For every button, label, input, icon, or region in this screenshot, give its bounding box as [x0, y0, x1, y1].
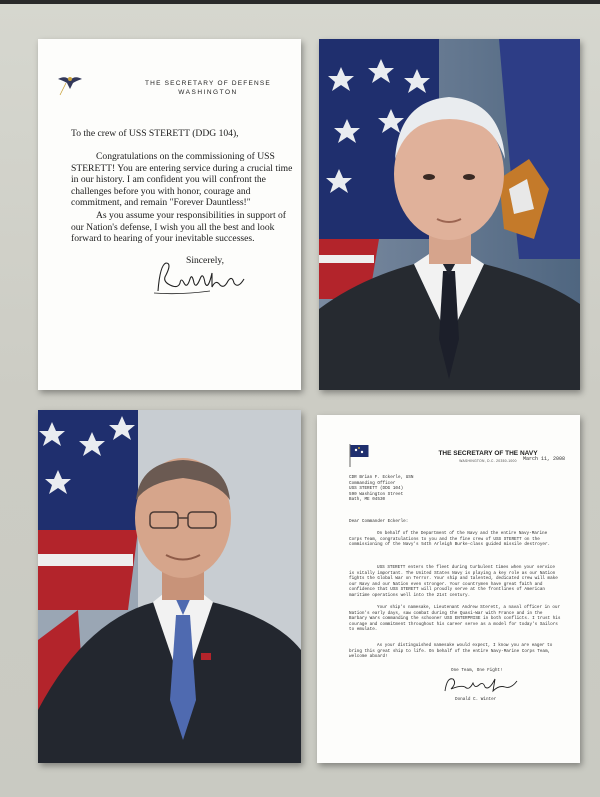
secdef-letter [38, 39, 301, 390]
secnav-signer-name: Donald C. Winter [455, 697, 497, 702]
secnav-salutation: Dear Commander Eckerle: [349, 519, 409, 524]
secnav-letter [317, 415, 580, 763]
secnav-letterhead-address: WASHINGTON, D.C. 20350-1000 [459, 459, 517, 463]
secdef-portrait-photo [319, 39, 580, 390]
secnav-paragraph-1: On behalf of the Department of the Navy and the entire Navy-Marine Corps Team, congratulations to you and the fine crew of USS STERETT on the commissioning of the Navy's 54th Arleigh Burke-class guided missile destroyer. [349, 531, 551, 548]
navy-flag-icon [347, 442, 373, 468]
secdef-paragraph-2: As you assume your responsibilities in support of our Nation's defense, I wish you all the best and look forward to hearing of your inevitable successes. [71, 210, 286, 245]
secnav-motto: One Team, One Fight! [451, 668, 503, 673]
secnav-recipient-address: CDR Brian F. Eckerle, USN Commanding Officer USS STERETT (DDG 104) 590 Washington Street Bath, ME 04530 [349, 475, 414, 503]
secnav-paragraph-2: USS STERETT enters the fleet during turbulent times when your service is vitally important. The United States Navy is playing a key role as our Nation fights the Global War on Terror. Your ship and talented, dedicated crew will make our Navy and our Nation even stronger. Your countrymen have great faith and confidence that USS STERETT will proudly serve at the frontlines of American maritime operations well into the 21st century. [349, 565, 558, 598]
secdef-closing: Sincerely, [186, 255, 225, 266]
secdef-paragraph-1: Congratulations on the commissioning of USS STERETT! You are entering service during a crucial time in our history. I am confident you will confront the challenges before you with honor, courage and commitment, and remain "Forever Dauntless!" [71, 151, 293, 209]
secnav-portrait-photo [38, 410, 301, 763]
secnav-signature [441, 673, 521, 697]
secdef-letterhead-title: THE SECRETARY OF DEFENSE [145, 80, 271, 87]
secnav-date: March 11, 2008 [523, 456, 566, 462]
secnav-paragraph-4: As your distinguished namesake would expect, I know you are eager to bring this great ship to life. On behalf of the entire Navy-Marine Corps Team, welcome aboard! [349, 643, 553, 660]
secnav-letterhead-title: THE SECRETARY OF THE NAVY [438, 450, 538, 457]
secnav-paragraph-3: Your ship's namesake, Lieutenant Andrew Sterett, a naval officer in our Nation's early days, saw combat during the Quasi-War with France and in the Barbary Wars commanding the schooner USS ENTERPRISE in both conflicts. I trust his courage and commitment throughout his career serve as a model for today's Sailors to emulate. [349, 605, 561, 633]
secdef-signature [150, 253, 250, 301]
secdef-letterhead-city: WASHINGTON [178, 89, 238, 96]
eagle-seal-icon [56, 69, 84, 97]
secdef-salutation: To the crew of USS STERETT (DDG 104), [71, 128, 239, 139]
